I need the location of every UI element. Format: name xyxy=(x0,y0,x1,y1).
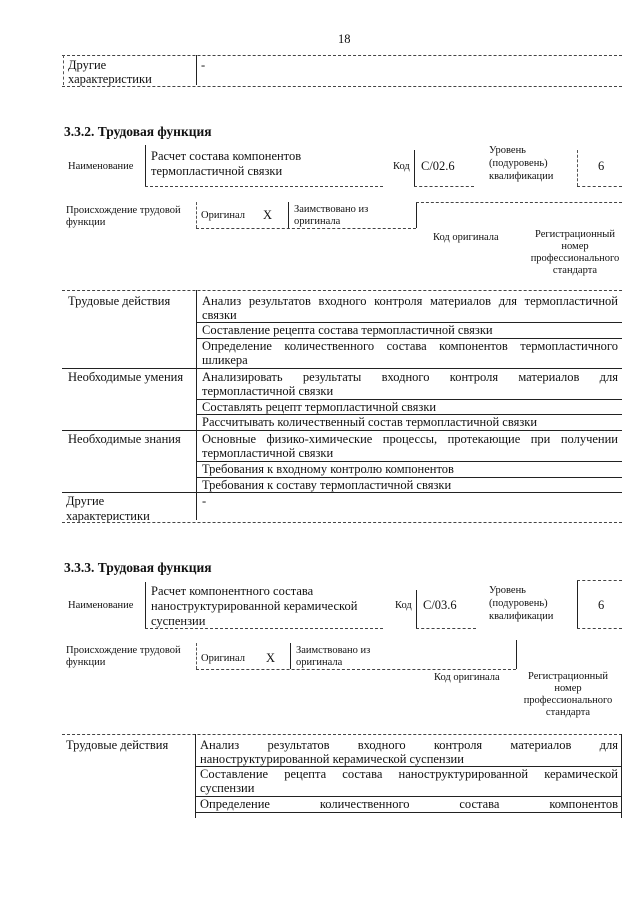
row-divider xyxy=(195,812,622,813)
row-divider xyxy=(62,492,622,493)
top-row-left-border xyxy=(63,55,64,85)
name-label-333: Наименование xyxy=(68,600,134,611)
origin-label-333-line2: функции xyxy=(66,657,106,668)
borrowed-label-332-line2: оригинала xyxy=(294,216,341,227)
original-label-333: Оригинал xyxy=(201,653,245,664)
code-box-bottom-332 xyxy=(414,186,474,187)
action-332-3-line1: Определение количественного состава компонентов термопластичного xyxy=(202,339,618,353)
action-332-1-line2: связки xyxy=(202,308,237,322)
borrowed-box-left-332 xyxy=(288,202,289,228)
function-name-333-line2: наноструктурированной керамической xyxy=(151,599,358,613)
reg-number-label-332-line1: Регистрационный xyxy=(535,229,615,240)
table-333-top-border xyxy=(62,734,622,735)
code-box-left-332 xyxy=(414,150,415,186)
reg-number-label-332-line3: профессионального xyxy=(530,253,620,264)
knowledge-332-1-line1: Основные физико-химические процессы, протекающие при получении xyxy=(202,432,618,446)
origin-row-bottom-332 xyxy=(196,228,416,229)
name-box-bottom-332 xyxy=(145,186,383,187)
orig-code-label-333: Код оригинала xyxy=(434,672,500,683)
skills-label-332: Необходимые умения xyxy=(68,370,184,384)
origin-label-333-line1: Происхождение трудовой xyxy=(66,645,181,656)
level-box-bottom-332 xyxy=(577,186,622,187)
top-other-value: - xyxy=(201,58,206,72)
section-heading-333: 3.3.3. Трудовая функция xyxy=(64,560,212,575)
action-333-2-line1: Составление рецепта состава наноструктурированной керамической xyxy=(200,767,618,781)
origin-label-332-line1: Происхождение трудовой xyxy=(66,205,181,216)
origin-box-left-332 xyxy=(196,202,197,228)
code-value-333: C/03.6 xyxy=(423,598,457,612)
code-value-332: C/02.6 xyxy=(421,159,455,173)
table-332-divider xyxy=(196,290,197,520)
action-333-3: Определение количественного состава компонентов xyxy=(200,797,618,811)
level-box-top-333 xyxy=(577,580,622,581)
table-333-divider xyxy=(195,734,196,818)
action-333-1-line1: Анализ результатов входного контроля материалов для xyxy=(200,738,618,752)
name-box-bottom-333 xyxy=(145,628,383,629)
action-332-1-line1: Анализ результатов входного контроля материалов для термопластичной xyxy=(202,294,618,308)
action-333-1-line2: наноструктурированной керамической суспензии xyxy=(200,752,464,766)
function-name-332-line2: термопластичной связки xyxy=(151,164,283,178)
orig-code-box-left-332 xyxy=(416,202,417,228)
original-label-332: Оригинал xyxy=(201,210,245,221)
code-label-332: Код xyxy=(393,161,410,172)
level-label-332-line3: квалификации xyxy=(489,171,554,182)
top-row-divider xyxy=(196,55,197,85)
actions-label-333: Трудовые действия xyxy=(66,738,169,752)
name-label-332: Наименование xyxy=(68,161,134,172)
page-number: 18 xyxy=(338,32,351,46)
origin-label-332-line2: функции xyxy=(66,217,106,228)
orig-code-label-332: Код оригинала xyxy=(433,232,499,243)
top-other-label-2: характеристики xyxy=(68,72,152,86)
code-box-bottom-333 xyxy=(416,628,476,629)
table-332-top-border xyxy=(62,290,622,291)
other-value-332: - xyxy=(202,494,207,508)
reg-number-label-332-line4: стандарта xyxy=(552,265,598,276)
skill-332-1-line2: термопластичной связки xyxy=(202,384,334,398)
reg-number-label-333-line4: стандарта xyxy=(545,707,591,718)
code-label-333: Код xyxy=(395,600,412,611)
action-333-2-line2: суспензии xyxy=(200,781,255,795)
level-box-bottom-333 xyxy=(577,628,622,629)
origin-box-left-333 xyxy=(196,643,197,669)
reg-number-label-333-line2: номер xyxy=(554,683,582,694)
borrowed-label-333-line2: оригинала xyxy=(296,657,343,668)
knowledge-label-332: Необходимые знания xyxy=(68,432,181,446)
name-box-left-332 xyxy=(145,145,146,187)
level-value-332: 6 xyxy=(598,159,605,173)
reg-number-label-332-line2: номер xyxy=(561,241,589,252)
level-label-332-line2: (подуровень) xyxy=(489,158,548,169)
top-row-border xyxy=(62,55,622,56)
row-divider xyxy=(62,430,622,431)
top-other-label-1: Другие xyxy=(68,58,107,72)
action-332-2: Составление рецепта состава термопластичной связки xyxy=(202,323,493,337)
row-divider xyxy=(62,368,622,369)
knowledge-332-2: Требования к входному контролю компонентов xyxy=(202,462,454,476)
level-box-left-333 xyxy=(577,580,578,628)
table-333-right-border xyxy=(621,734,622,818)
code-box-left-333 xyxy=(416,590,417,628)
level-box-left-332 xyxy=(577,150,578,186)
level-label-332-line1: Уровень xyxy=(489,145,526,156)
borrowed-box-left-333 xyxy=(290,643,291,669)
borrowed-label-333-line1: Заимствовано из xyxy=(296,645,371,656)
function-name-333-line3: суспензии xyxy=(151,614,206,628)
level-label-333-line2: (подуровень) xyxy=(489,598,548,609)
origin-row-bottom-333 xyxy=(196,669,516,670)
borrowed-label-332-line1: Заимствовано из xyxy=(294,204,369,215)
level-value-333: 6 xyxy=(598,598,605,612)
knowledge-332-1-line2: термопластичной связки xyxy=(202,446,334,460)
table-332-bottom-border xyxy=(62,522,622,523)
skill-332-3: Рассчитывать количественный состав термопластичной связки xyxy=(202,415,538,429)
original-mark-333: X xyxy=(266,651,276,665)
top-row-bottom-border xyxy=(62,86,622,87)
level-label-333-line1: Уровень xyxy=(489,585,526,596)
action-332-3-line2: шликера xyxy=(202,353,248,367)
orig-code-box-top-332 xyxy=(416,202,622,203)
section-heading-332: 3.3.2. Трудовая функция xyxy=(64,124,212,139)
name-box-left-333 xyxy=(145,582,146,628)
orig-code-box-right-333 xyxy=(516,640,517,669)
other-label-332-line2: характеристики xyxy=(66,509,150,523)
original-mark-332: X xyxy=(263,208,273,222)
function-name-333-line1: Расчет компонентного состава xyxy=(151,584,314,598)
function-name-332-line1: Расчет состава компонентов xyxy=(151,149,302,163)
reg-number-label-333-line3: профессионального xyxy=(523,695,613,706)
skill-332-2: Составлять рецепт термопластичной связки xyxy=(202,400,437,414)
actions-label-332: Трудовые действия xyxy=(68,294,171,308)
reg-number-label-333-line1: Регистрационный xyxy=(528,671,608,682)
level-label-333-line3: квалификации xyxy=(489,611,554,622)
other-label-332-line1: Другие xyxy=(66,494,105,508)
skill-332-1-line1: Анализировать результаты входного контроля материалов для xyxy=(202,370,618,384)
knowledge-332-3: Требования к составу термопластичной связки xyxy=(202,478,452,492)
